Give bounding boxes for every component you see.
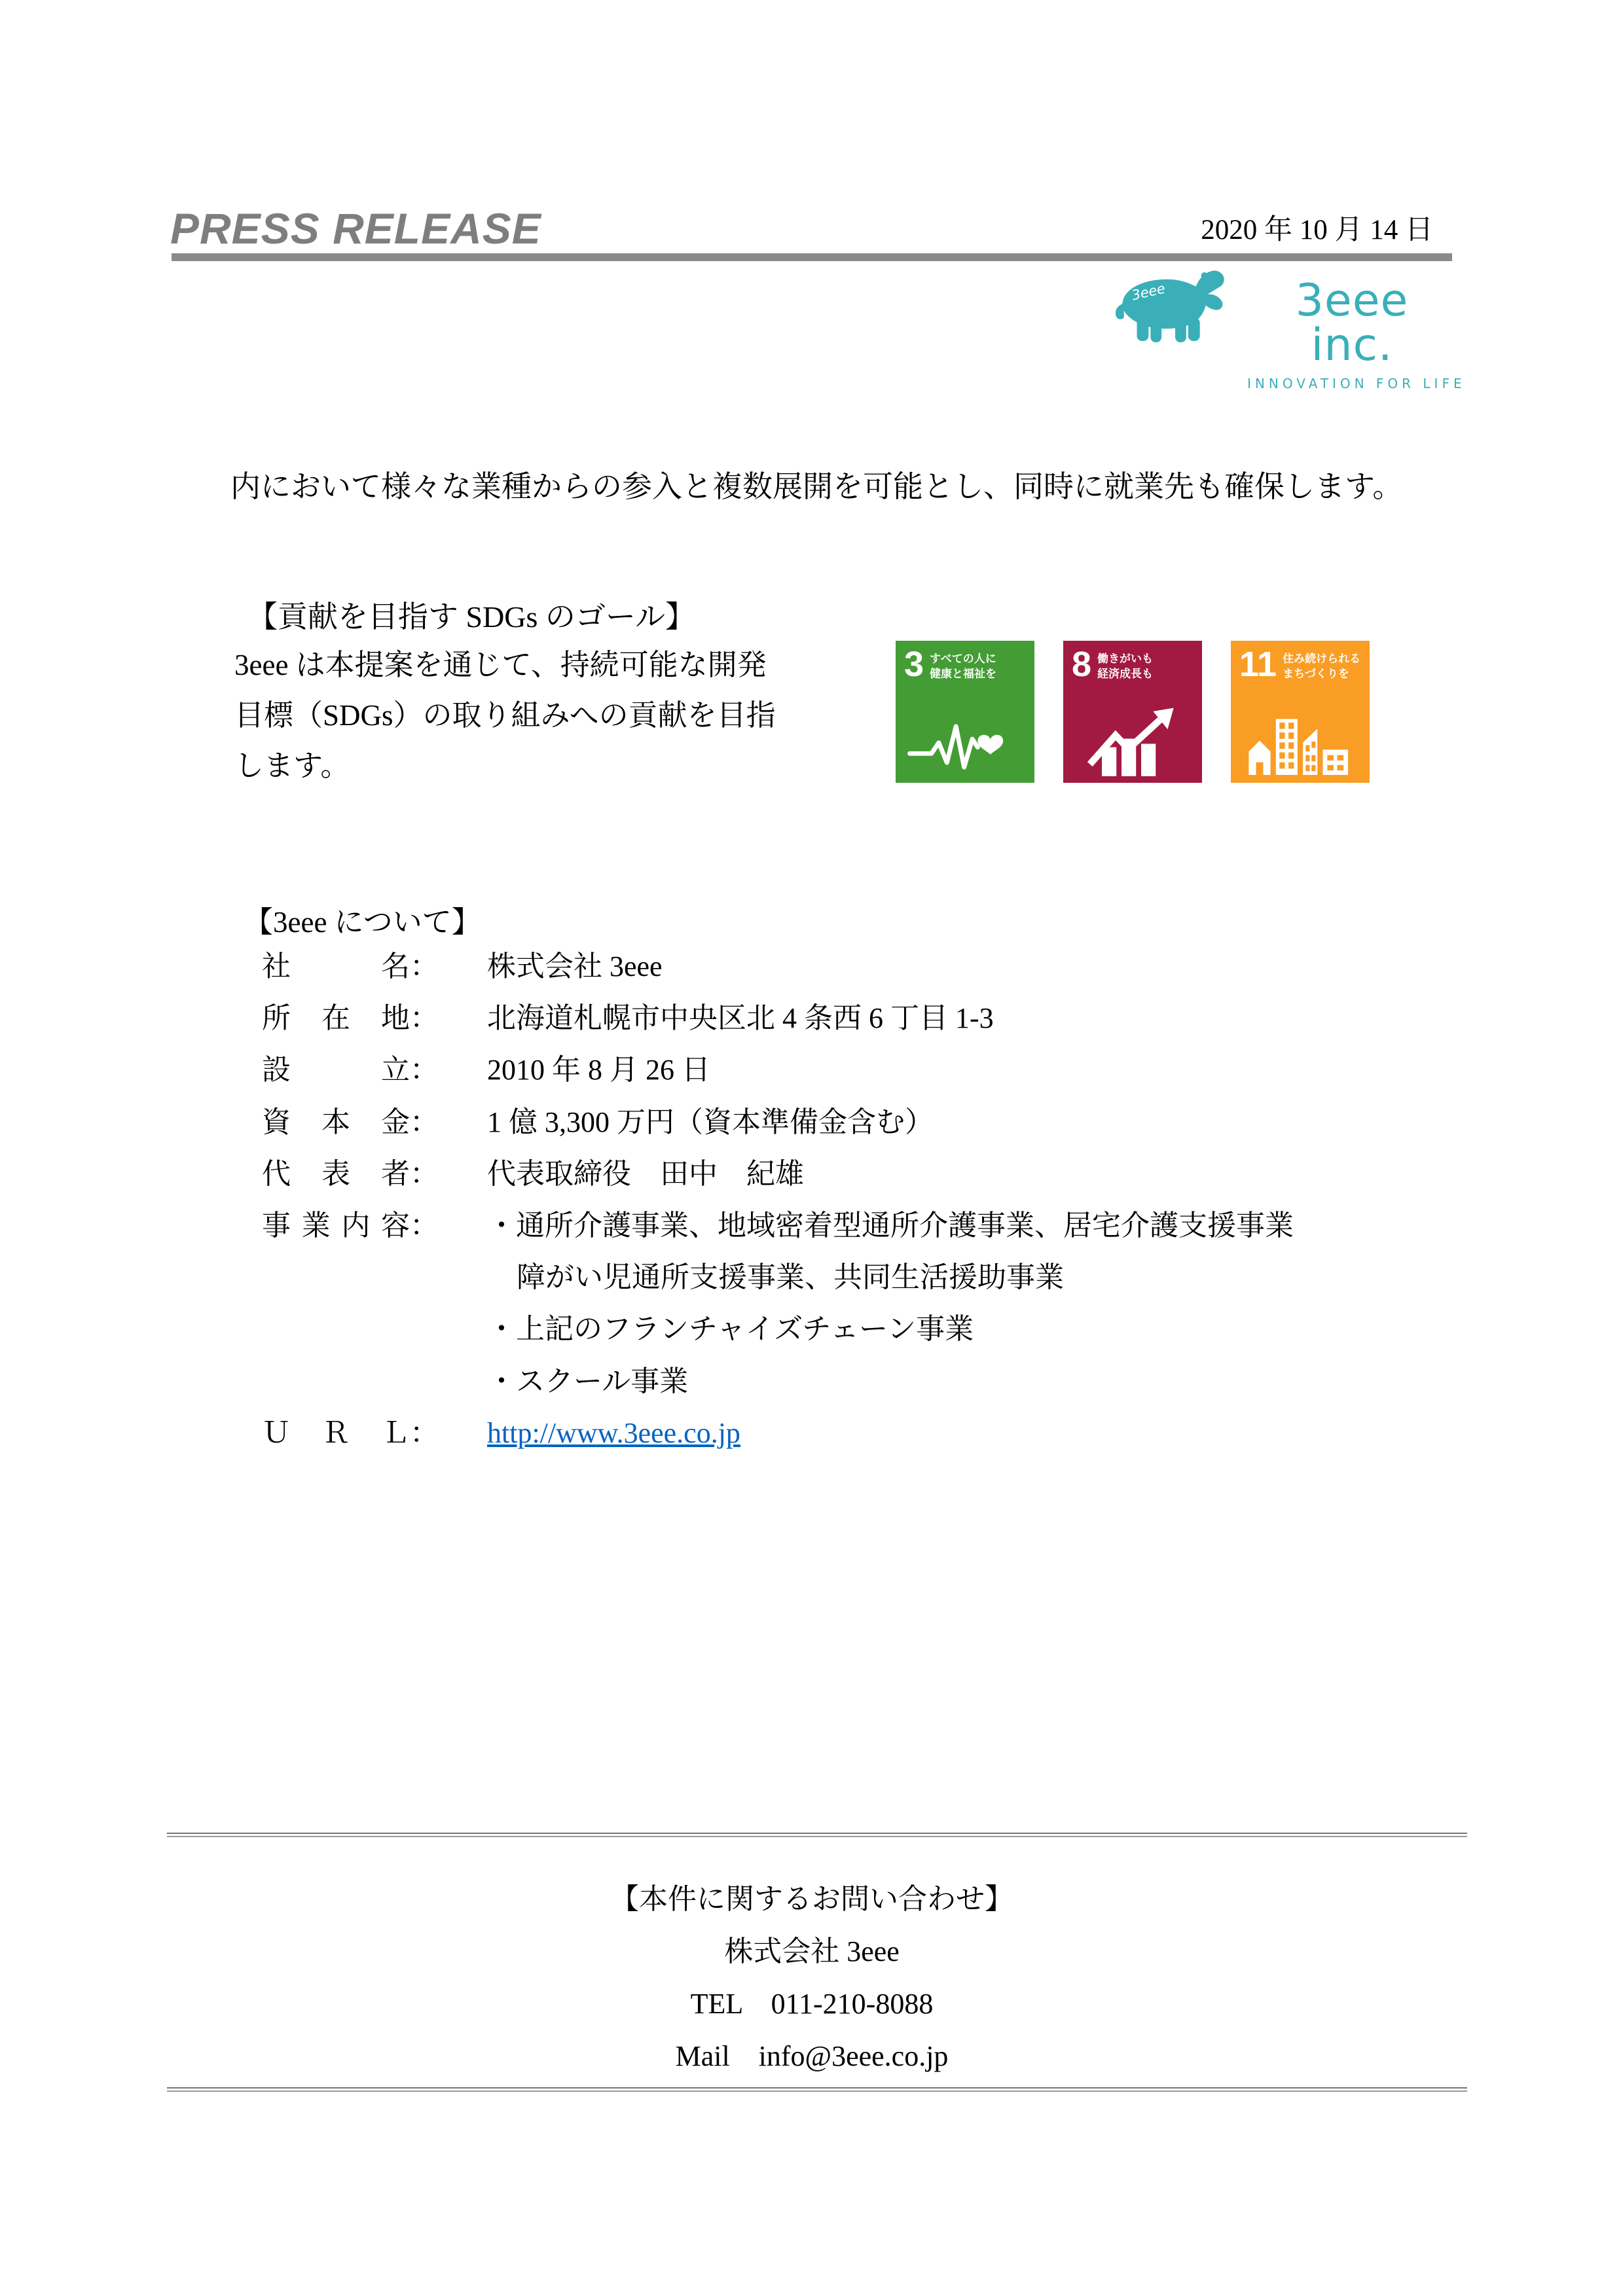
sdg-goal-11-label [1283,649,1360,682]
info-label: 設立 [262,1054,410,1086]
info-label: 所在地 [262,1002,410,1035]
company-info-table [262,941,1294,1459]
header-rule [172,253,1452,261]
contact-tel: TEL 011-210-8088 [690,1988,934,2020]
info-row-address [262,992,994,1044]
info-value: 障がい児通所支援事業、共同生活援助事業 [517,1261,1064,1294]
sdg-goal-11-number: 11 [1239,645,1277,684]
company-url-link[interactable]: http://www.3eee.co.jp [487,1416,740,1449]
info-value: 1 億 3,300 万円（資本準備金含む） [487,1105,934,1138]
press-release-title: PRESS RELEASE [170,204,541,253]
logo-text-block [1247,275,1466,391]
info-label: 社名 [262,950,410,982]
company-logo [1108,268,1466,391]
logo-tagline: INNOVATION FOR LIFE [1247,376,1466,391]
about-section-heading: 【3eee について】 [244,906,481,939]
sdg-goal-3-card [896,641,1034,783]
contact-footer [172,1873,1452,2083]
info-row-founded [262,1044,710,1096]
info-row-business-school [262,1355,689,1407]
info-label: 代表者 [262,1157,410,1190]
hippo-mark-text: 3eee [1130,280,1167,304]
logo-wordmark: 3eee inc. [1295,275,1409,371]
info-label: 資本金 [262,1105,410,1138]
sdg-goal-8-label-line: 経済成長も [1097,667,1154,680]
info-colon: ： [410,1416,439,1449]
info-value: ・上記のフランチャイズチェーン事業 [487,1313,974,1346]
sdg-goal-3-header [896,641,1034,682]
info-value: 代表取締役 田中 紀雄 [487,1157,804,1190]
contact-company: 株式会社 3eee [724,1935,900,1967]
footer-top-rule [167,1833,1467,1837]
sdg-goal-11-label-line: まちづくりを [1283,667,1349,680]
info-row-business [262,1200,1294,1251]
sdg-goal-3-number: 3 [904,645,924,684]
info-row-representative [262,1148,804,1200]
sdg-goal-8-number: 8 [1072,645,1092,684]
sdgs-paragraph [234,640,776,791]
info-value: ・通所介護事業、地域密着型通所介護事業、居宅介護支援事業 [487,1209,1294,1242]
sdgs-section-heading: 【貢献を目指す SDGs のゴール】 [247,600,696,634]
sdg-goal-8-header [1063,641,1202,682]
sdgs-paragraph-line: 目標（SDGs）の取り組みへの貢献を目指 [234,699,776,732]
sdg-goal-8-label [1097,649,1153,682]
info-label: ＵＲＬ [262,1416,410,1449]
info-colon: ： [410,950,439,982]
info-value: 北海道札幌市中央区北 4 条西 6 丁目 1-3 [487,1002,994,1035]
info-value: 株式会社 3eee [487,950,663,982]
footer-bottom-rule [167,2087,1467,2092]
info-label: 事業内容 [262,1209,410,1242]
info-row-capital [262,1096,934,1148]
sdg-goal-8-label-line: 働きがいも [1097,653,1154,665]
hippo-logo-icon [1108,270,1241,344]
contact-heading: 【本件に関するお問い合わせ】 [610,1883,1013,1915]
info-value: 2010 年 8 月 26 日 [487,1054,710,1086]
info-colon: ： [410,1105,439,1138]
sdg-goal-3-label [930,649,996,682]
info-value: ・スクール事業 [487,1365,689,1397]
sdg-goal-11-label-line: 住み続けられる [1283,653,1361,665]
release-date: 2020 年 10 月 14 日 [1201,215,1433,245]
growth-arrow-icon [1083,706,1182,776]
sdgs-paragraph-line: します。 [234,749,350,782]
info-colon: ： [410,1157,439,1190]
sdg-goal-8-card [1063,641,1202,783]
contact-mail: Mail info@3eee.co.jp [675,2040,949,2072]
heartbeat-heart-icon [906,715,1024,774]
sdgs-paragraph-line: 3eee は本提案を通じて、持続可能な開発 [234,649,767,681]
info-row-company-name [262,941,663,992]
info-row-business-franchise [262,1303,974,1355]
info-row-business-cont [262,1251,1064,1303]
sdg-goal-11-header [1231,641,1370,682]
sdg-goal-3-label-line: 健康と福祉を [930,667,997,680]
info-colon: ： [410,1002,439,1035]
info-colon: ： [410,1209,439,1242]
city-buildings-icon [1241,715,1359,775]
sdg-goal-3-label-line: すべての人に [930,653,996,665]
info-row-url [262,1407,740,1459]
body-text-line: 内において様々な業種からの参入と複数展開を可能とし、同時に就業先も確保します。 [230,470,1403,503]
info-colon: ： [410,1054,439,1086]
sdg-goal-11-card [1231,641,1370,783]
